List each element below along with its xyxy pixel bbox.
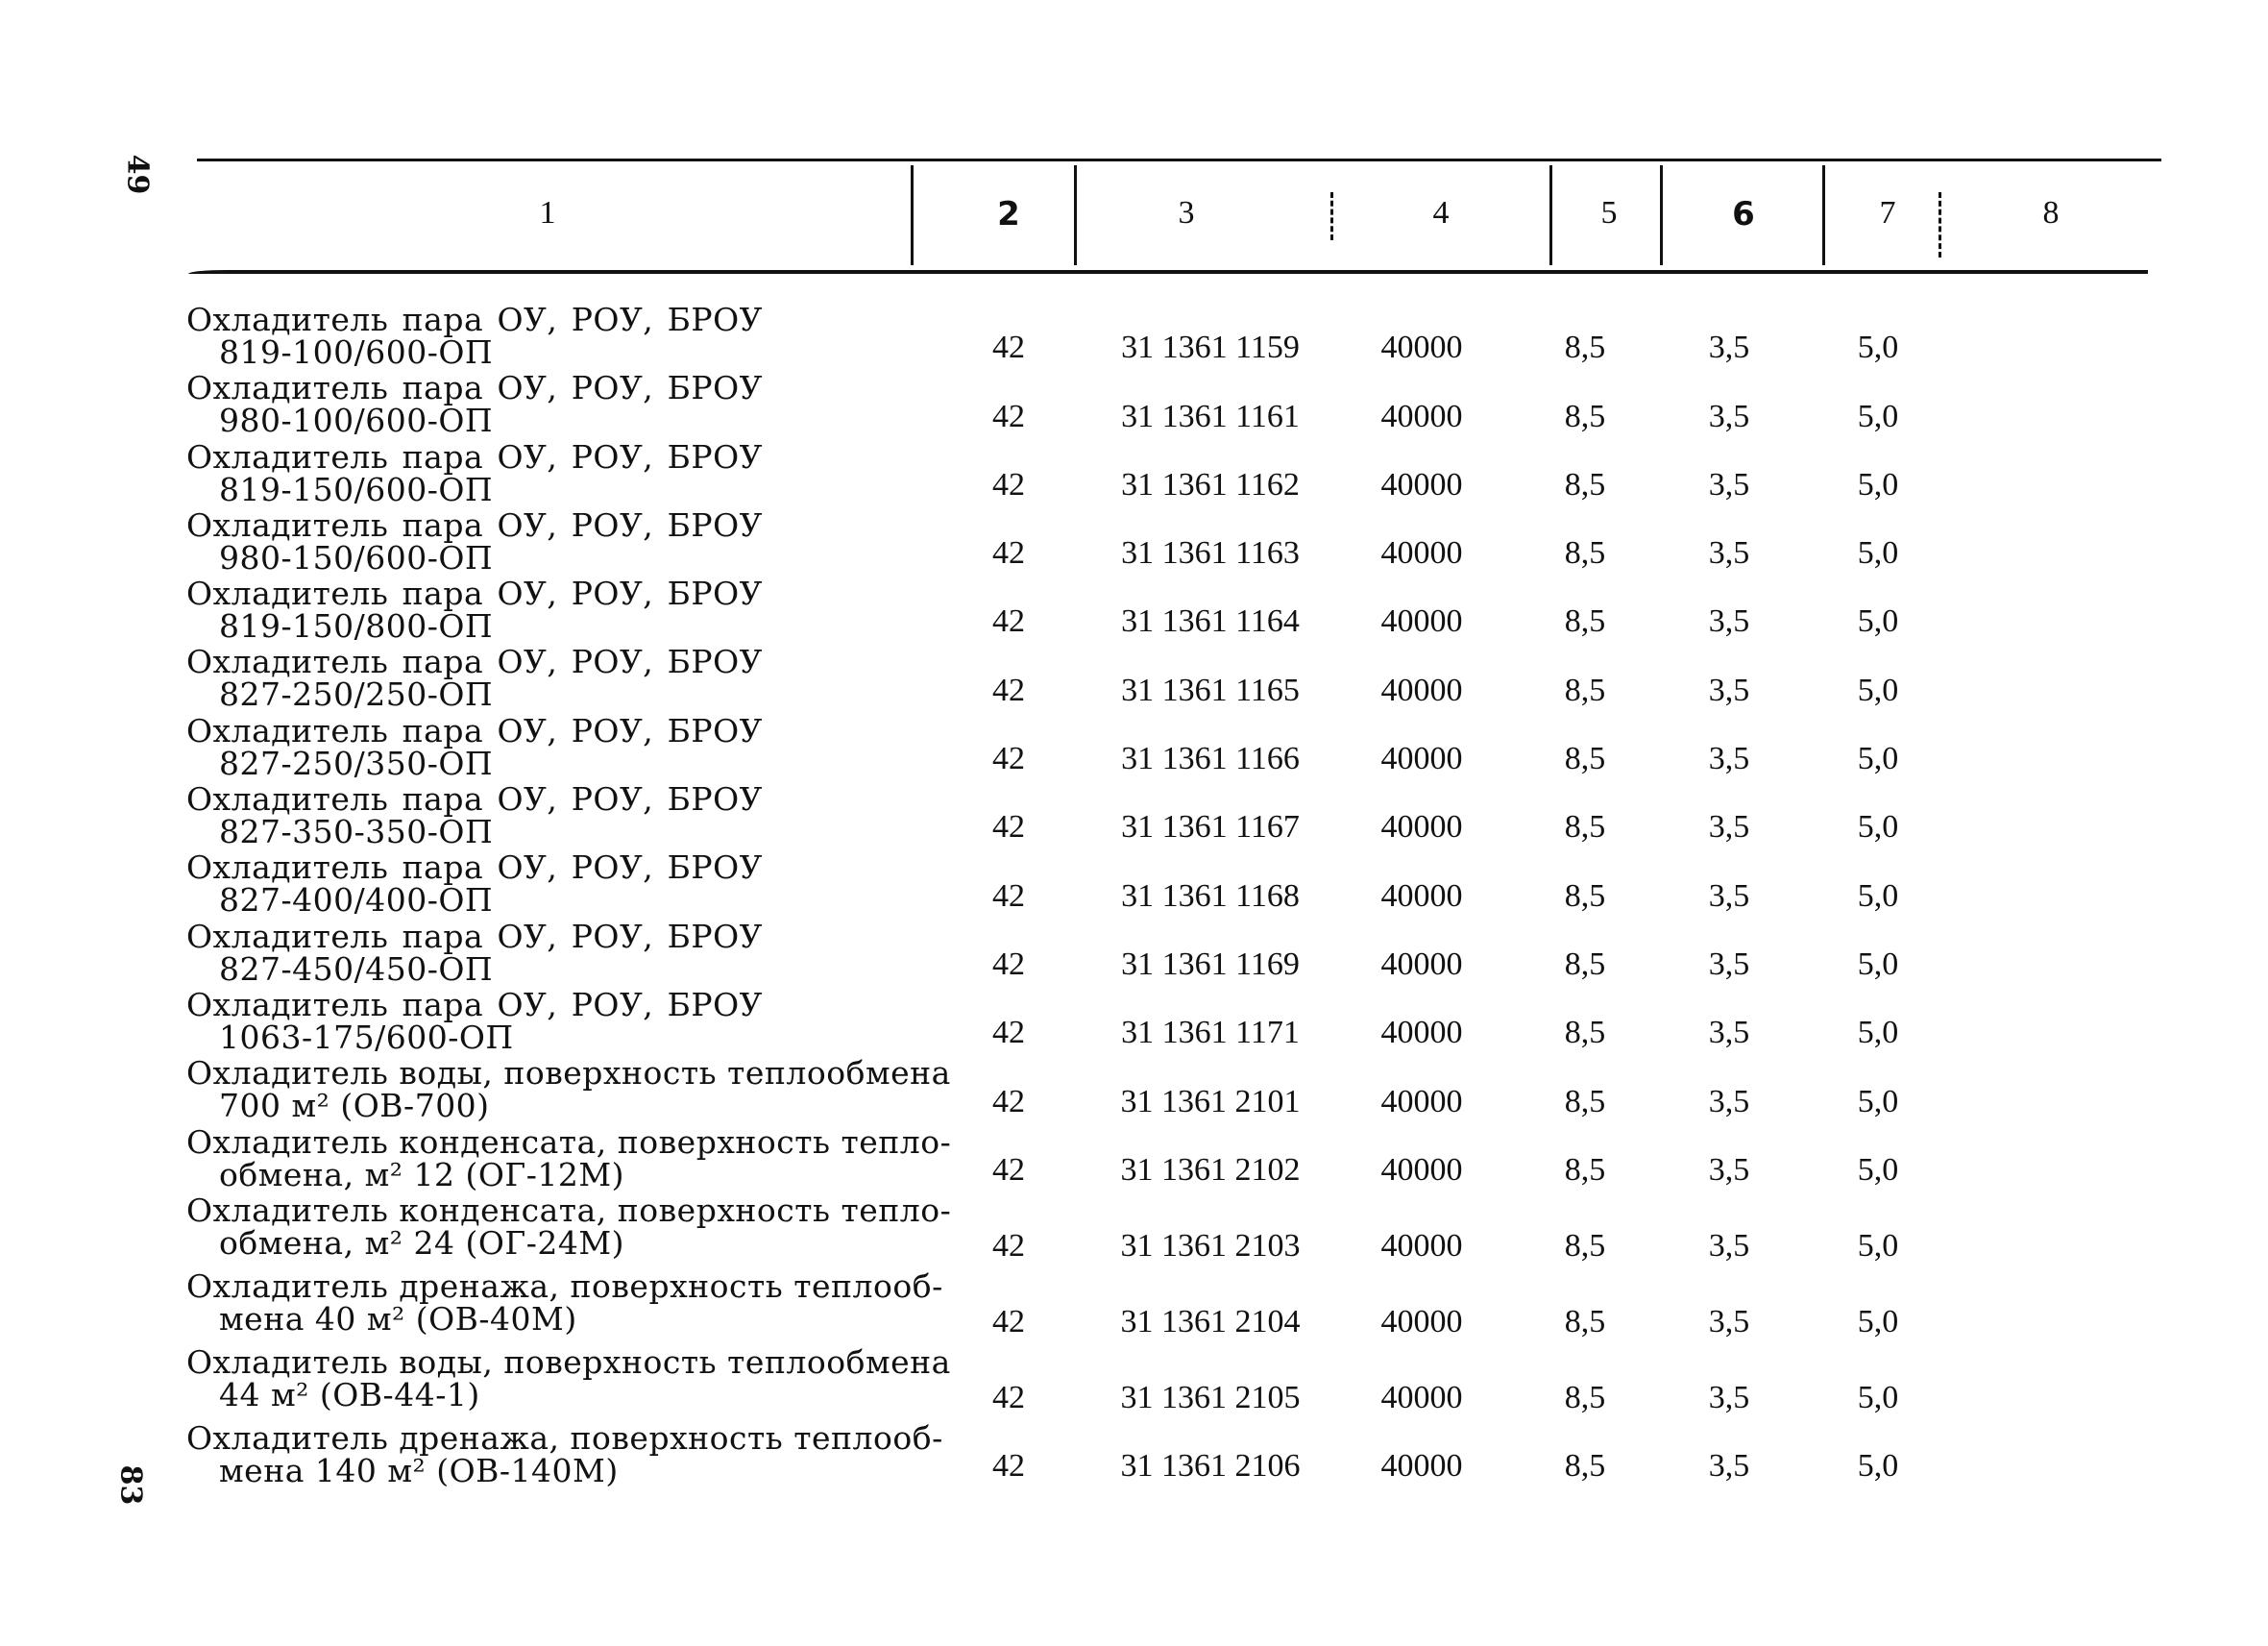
header-col-1: 1 [539, 195, 556, 231]
cell-col-2: 42 [992, 1448, 1025, 1485]
header-divider [1549, 165, 1552, 265]
cell-col-6: 3,5 [1708, 672, 1750, 708]
table-row [0, 1122, 2268, 1194]
table-row [0, 848, 2268, 920]
header-divider [1822, 165, 1825, 265]
table-row [0, 301, 2268, 372]
cell-col-5: 8,5 [1564, 1015, 1606, 1051]
cell-col-3: 31 1361 2101 [1120, 1083, 1301, 1119]
cell-col-3: 31 1361 1169 [1121, 946, 1300, 982]
item-name: Охладитель пара ОУ, РОУ, БРОУ 827-250/250-ОП [186, 643, 763, 714]
header-col-3: 3 [1178, 195, 1195, 231]
cell-col-7: 5,0 [1857, 466, 1899, 503]
cell-col-2: 42 [992, 466, 1025, 503]
header-divider [1660, 165, 1663, 265]
item-name: Охладитель конденсата, поверхность тепло- обмена, м² 12 (ОГ-12М) [186, 1122, 952, 1193]
cell-col-3: 31 1361 2102 [1120, 1151, 1301, 1188]
table-top-rule [197, 159, 2161, 161]
cell-col-6: 3,5 [1708, 877, 1750, 914]
cell-col-5: 8,5 [1564, 741, 1606, 777]
cell-col-4: 40000 [1380, 1151, 1463, 1188]
cell-col-6: 3,5 [1708, 809, 1750, 846]
table-row [0, 437, 2268, 509]
cell-col-6: 3,5 [1708, 1303, 1750, 1339]
cell-col-7: 5,0 [1857, 809, 1899, 846]
header-col-5: 5 [1600, 195, 1618, 231]
cell-col-4: 40000 [1380, 672, 1463, 708]
table-row [0, 711, 2268, 783]
item-name: Охладитель воды, поверхность теплообмена 44 м² (ОВ-44-1) [186, 1342, 951, 1413]
table-header-rule [188, 270, 2148, 274]
item-name: Охладитель пара ОУ, РОУ, БРОУ 819-150/600-ОП [186, 437, 763, 508]
cell-col-7: 5,0 [1857, 398, 1899, 434]
header-divider-dashed [1939, 192, 1941, 258]
table-row [0, 1054, 2268, 1125]
cell-col-7: 5,0 [1857, 1303, 1899, 1339]
cell-col-7: 5,0 [1857, 330, 1899, 366]
table-row [0, 1342, 2268, 1422]
item-name: Охладитель пара ОУ, РОУ, БРОУ 980-100/600-ОП [186, 369, 763, 440]
cell-col-2: 42 [992, 809, 1025, 846]
cell-col-2: 42 [992, 330, 1025, 366]
cell-col-7: 5,0 [1857, 535, 1899, 572]
cell-col-3: 31 1361 1161 [1121, 398, 1300, 434]
item-name: Охладитель дренажа, поверхность теплооб- мена 140 м² (ОВ-140М) [186, 1418, 943, 1489]
cell-col-2: 42 [992, 535, 1025, 572]
cell-col-3: 31 1361 2103 [1120, 1227, 1301, 1264]
cell-col-4: 40000 [1380, 741, 1463, 777]
cell-col-2: 42 [992, 1303, 1025, 1339]
cell-col-6: 3,5 [1708, 398, 1750, 434]
cell-col-7: 5,0 [1857, 603, 1899, 640]
cell-col-2: 42 [992, 672, 1025, 708]
cell-col-7: 5,0 [1857, 1083, 1899, 1119]
cell-col-3: 31 1361 1159 [1121, 330, 1300, 366]
header-divider [911, 165, 914, 265]
cell-col-7: 5,0 [1857, 1448, 1899, 1485]
cell-col-3: 31 1361 1171 [1121, 1015, 1300, 1051]
cell-col-5: 8,5 [1564, 809, 1606, 846]
table-body [0, 301, 2268, 1490]
cell-col-5: 8,5 [1564, 330, 1606, 366]
header-col-6: 6 [1732, 195, 1755, 233]
item-name: Охладитель пара ОУ, РОУ, БРОУ 827-350-350-ОП [186, 780, 763, 851]
table-row [0, 985, 2268, 1057]
header-col-8: 8 [2042, 195, 2060, 231]
cell-col-3: 31 1361 1168 [1121, 877, 1300, 914]
side-page-number-top: 49 [120, 154, 155, 195]
table-row [0, 577, 2268, 646]
cell-col-6: 3,5 [1708, 1083, 1750, 1119]
cell-col-4: 40000 [1380, 330, 1463, 366]
cell-col-5: 8,5 [1564, 1083, 1606, 1119]
item-name: Охладитель пара ОУ, РОУ, БРОУ 980-150/600-ОП [186, 505, 763, 577]
cell-col-5: 8,5 [1564, 1227, 1606, 1264]
cell-col-2: 42 [992, 1083, 1025, 1119]
header-divider [1074, 165, 1077, 265]
cell-col-5: 8,5 [1564, 1303, 1606, 1339]
cell-col-2: 42 [992, 603, 1025, 640]
cell-col-4: 40000 [1380, 877, 1463, 914]
cell-col-6: 3,5 [1708, 466, 1750, 503]
cell-col-7: 5,0 [1857, 1227, 1899, 1264]
header-divider-dashed [1330, 192, 1333, 240]
cell-col-4: 40000 [1380, 466, 1463, 503]
cell-col-5: 8,5 [1564, 603, 1606, 640]
table-row [0, 1191, 2268, 1270]
cell-col-6: 3,5 [1708, 535, 1750, 572]
cell-col-3: 31 1361 2106 [1120, 1448, 1301, 1485]
cell-col-2: 42 [992, 946, 1025, 982]
cell-col-4: 40000 [1380, 809, 1463, 846]
cell-col-6: 3,5 [1708, 1151, 1750, 1188]
cell-col-4: 40000 [1380, 398, 1463, 434]
item-name: Охладитель пара ОУ, РОУ, БРОУ 827-450/450-ОП [186, 917, 763, 988]
cell-col-7: 5,0 [1857, 946, 1899, 982]
cell-col-7: 5,0 [1857, 1151, 1899, 1188]
item-name: Охладитель пара ОУ, РОУ, БРОУ 827-250/350-ОП [186, 711, 763, 782]
header-col-7: 7 [1879, 195, 1896, 231]
table-row [0, 1418, 2268, 1490]
cell-col-4: 40000 [1380, 1227, 1463, 1264]
cell-col-5: 8,5 [1564, 398, 1606, 434]
cell-col-5: 8,5 [1564, 1379, 1606, 1415]
table-row [0, 780, 2268, 851]
cell-col-6: 3,5 [1708, 1448, 1750, 1485]
cell-col-3: 31 1361 1163 [1121, 535, 1300, 572]
cell-col-2: 42 [992, 1227, 1025, 1264]
cell-col-5: 8,5 [1564, 672, 1606, 708]
cell-col-3: 31 1361 1167 [1121, 809, 1300, 846]
cell-col-3: 31 1361 1164 [1121, 603, 1300, 640]
cell-col-3: 31 1361 1166 [1121, 741, 1300, 777]
cell-col-4: 40000 [1380, 1015, 1463, 1051]
cell-col-7: 5,0 [1857, 1015, 1899, 1051]
cell-col-2: 42 [992, 1379, 1025, 1415]
cell-col-7: 5,0 [1857, 672, 1899, 708]
cell-col-5: 8,5 [1564, 946, 1606, 982]
cell-col-3: 31 1361 2105 [1120, 1379, 1301, 1415]
header-col-4: 4 [1432, 195, 1450, 231]
item-name: Охладитель пара ОУ, РОУ, БРОУ 1063-175/600-ОП [186, 985, 763, 1056]
cell-col-3: 31 1361 2104 [1120, 1303, 1301, 1339]
cell-col-3: 31 1361 1162 [1121, 466, 1300, 503]
cell-col-5: 8,5 [1564, 1151, 1606, 1188]
cell-col-2: 42 [992, 1015, 1025, 1051]
table-row [0, 1266, 2268, 1346]
cell-col-6: 3,5 [1708, 1227, 1750, 1264]
cell-col-7: 5,0 [1857, 877, 1899, 914]
cell-col-4: 40000 [1380, 603, 1463, 640]
cell-col-4: 40000 [1380, 535, 1463, 572]
cell-col-2: 42 [992, 877, 1025, 914]
side-page-number-bottom: 83 [113, 1464, 148, 1506]
item-name: Охладитель дренажа, поверхность теплооб- мена 40 м² (ОВ-40М) [186, 1266, 943, 1338]
cell-col-4: 40000 [1380, 946, 1463, 982]
cell-col-4: 40000 [1380, 1303, 1463, 1339]
cell-col-5: 8,5 [1564, 877, 1606, 914]
cell-col-4: 40000 [1380, 1448, 1463, 1485]
cell-col-4: 40000 [1380, 1379, 1463, 1415]
table-row [0, 505, 2268, 577]
cell-col-6: 3,5 [1708, 1379, 1750, 1415]
cell-col-6: 3,5 [1708, 946, 1750, 982]
header-col-2: 2 [997, 195, 1020, 233]
cell-col-5: 8,5 [1564, 466, 1606, 503]
cell-col-6: 3,5 [1708, 741, 1750, 777]
item-name: Охладитель воды, поверхность теплообмена 700 м² (ОВ-700) [186, 1054, 951, 1125]
item-name: Охладитель конденсата, поверхность тепло- обмена, м² 24 (ОГ-24М) [186, 1191, 952, 1262]
item-name: Охладитель пара ОУ, РОУ, БРОУ 819-150/800-ОП [186, 575, 763, 646]
cell-col-2: 42 [992, 398, 1025, 434]
cell-col-7: 5,0 [1857, 741, 1899, 777]
cell-col-2: 42 [992, 741, 1025, 777]
cell-col-6: 3,5 [1708, 1015, 1750, 1051]
cell-col-4: 40000 [1380, 1083, 1463, 1119]
cell-col-7: 5,0 [1857, 1379, 1899, 1415]
table-row [0, 643, 2268, 714]
table-row [0, 369, 2268, 440]
cell-col-5: 8,5 [1564, 535, 1606, 572]
cell-col-2: 42 [992, 1151, 1025, 1188]
item-name: Охладитель пара ОУ, РОУ, БРОУ 819-100/600-ОП [186, 301, 763, 371]
item-name: Охладитель пара ОУ, РОУ, БРОУ 827-400/400-ОП [186, 848, 763, 920]
cell-col-3: 31 1361 1165 [1121, 672, 1300, 708]
cell-col-5: 8,5 [1564, 1448, 1606, 1485]
table-row [0, 917, 2268, 989]
cell-col-6: 3,5 [1708, 603, 1750, 640]
cell-col-6: 3,5 [1708, 330, 1750, 366]
